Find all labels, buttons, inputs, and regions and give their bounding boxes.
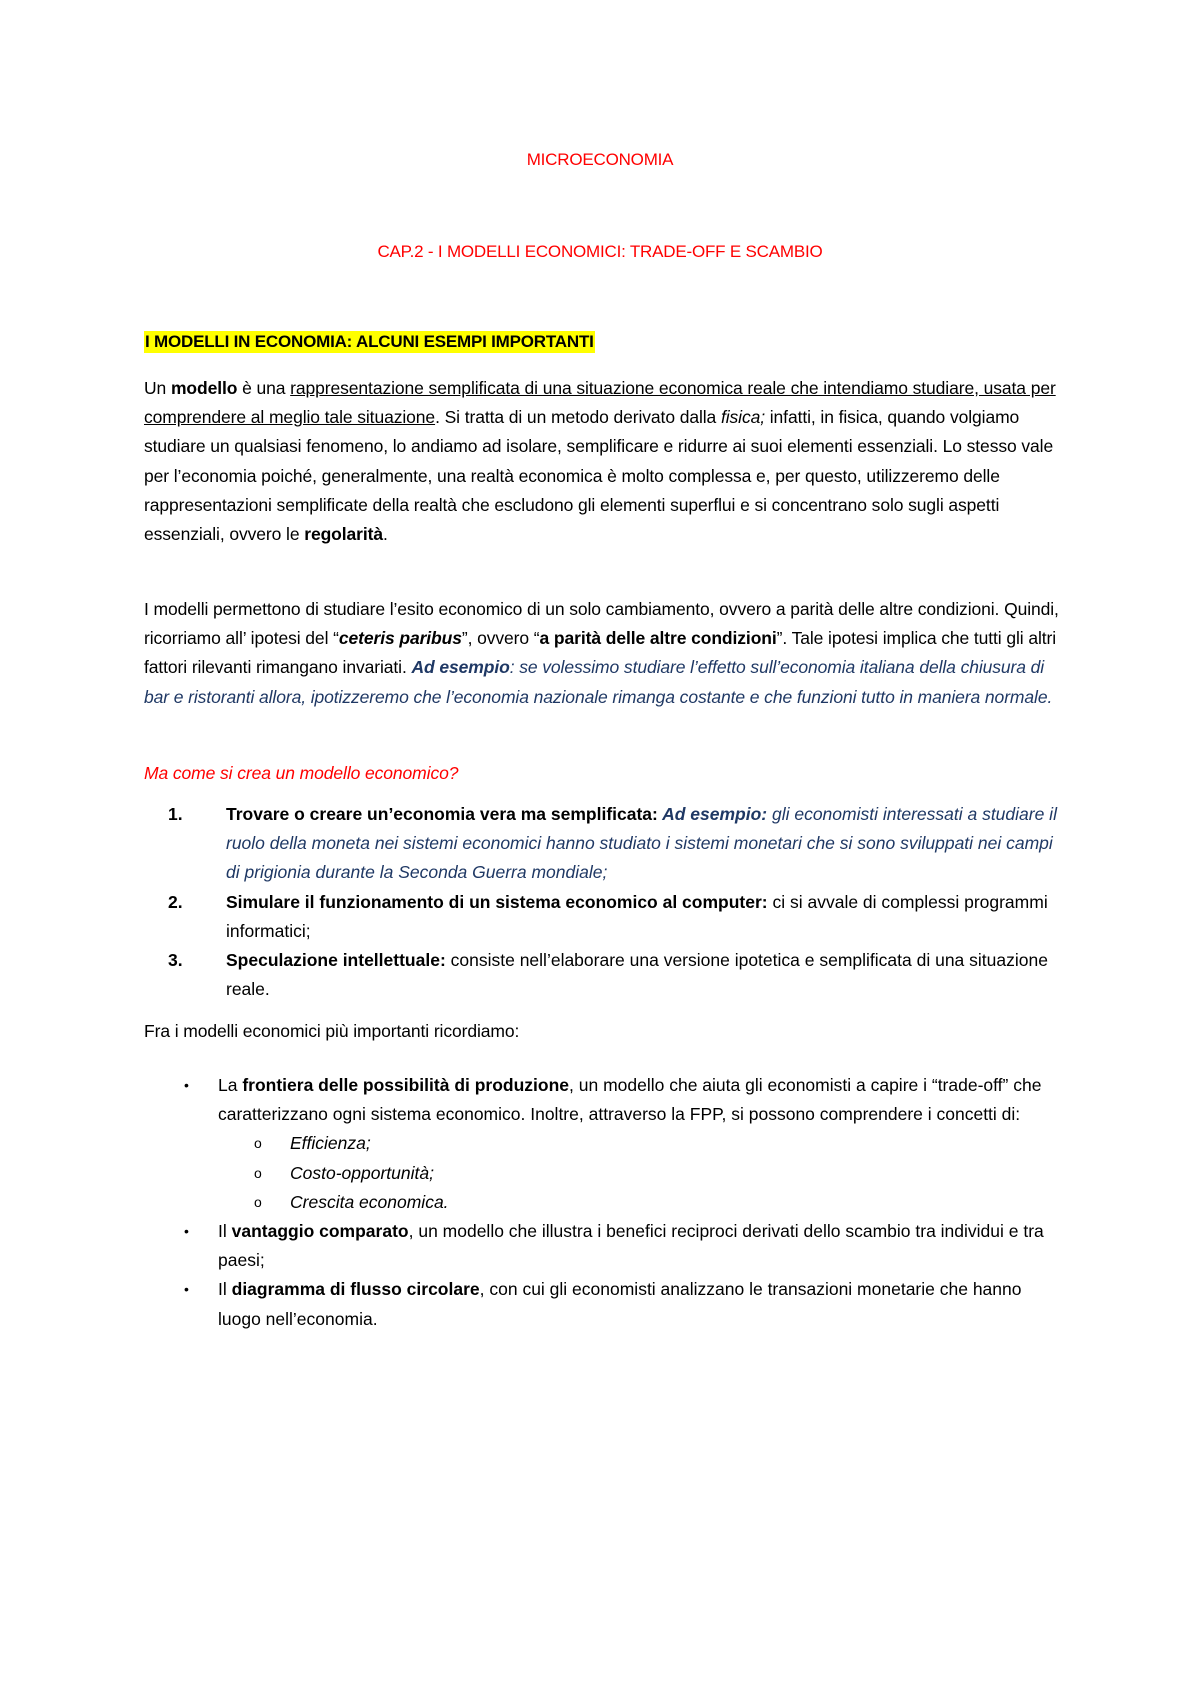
question-heading: Ma come si crea un modello economico?: [144, 763, 459, 783]
list-number: 1.: [168, 804, 183, 824]
term-parita-condizioni: a parità delle altre condizioni: [539, 628, 777, 649]
section-heading: [144, 332, 595, 352]
sub-bullet-icon: o: [254, 1135, 262, 1152]
list-item: 3. Speculazione intellettuale: consiste nell’elaborare una versione ipotetica e semplificata di una situazione reale.: [168, 946, 1068, 1004]
term-regolarita: regolarità: [304, 524, 383, 545]
sub-list-item: o Costo-opportunità;: [218, 1159, 1062, 1188]
sub-bullet-icon: o: [254, 1193, 262, 1210]
list-number: 3.: [168, 950, 183, 971]
chapter-title: CAP.2 - I MODELLI ECONOMICI: TRADE-OFF E SCAMBIO: [377, 242, 823, 261]
paragraph-model-definition: Un modello è una rappresentazione semplificata di una situazione economica reale che intendiamo studiare, usata per comprendere al meglio tale situazione. Si tratta di un metodo derivato dalla fisica; infatti, in fisica, quando volgiamo studiare un qualsiasi fenomeno, lo andiamo ad isolare, semplificare e ridurre ai suoi elementi essenziali. Lo stesso vale per l’economia poiché, generalmente, una realtà economica è molto complessa e, per questo, utilizzeremo delle rappresentazioni semplificate della realtà che escludono gli elementi superflui e si concentrano solo sugli aspetti essenziali, ovvero le regolarità.: [144, 378, 1056, 545]
sub-list-item: o Efficienza;: [218, 1129, 1062, 1158]
concepts-sublist: [218, 1129, 1062, 1217]
list-item: • La frontiera delle possibilità di produzione, un modello che aiuta gli economisti a capire i “trade-off” che caratterizzano ogni sistema economico. Inoltre, attraverso la FPP, si possono comprendere i concetti di: o Efficienza; o Costo-opportunità; o Crescita economica.: [182, 1071, 1062, 1217]
sub-bullet-icon: o: [254, 1164, 262, 1181]
models-list: [182, 1071, 1062, 1334]
list-number: 2.: [168, 891, 183, 912]
paragraph-ceteris-paribus: I modelli permettono di studiare l’esito economico di un solo cambiamento, ovvero a parità delle altre condizioni. Quindi, ricorriamo all’ ipotesi del “ceteris paribus”, ovvero “a parità delle altre condizioni”. Tale ipotesi implica che tutti gli altri fattori rilevanti rimangano invariati. Ad esempio: se volessimo studiare l’effetto sull’economia italiana della chiusura di bar e ristoranti allora, ipotizzeremo che l’economia nazionale rimanga costante e che funzioni tutto in maniera normale.: [144, 599, 1059, 707]
document-title: MICROECONOMIA: [526, 150, 674, 169]
term-ceteris-paribus: ceteris paribus: [338, 628, 462, 649]
bullet-icon: •: [184, 1281, 189, 1298]
list-item: • Il vantaggio comparato, un modello che illustra i benefici reciproci derivati dello scambio tra individui e tra paesi;: [182, 1217, 1062, 1275]
paragraph-models-intro: Fra i modelli economici più importanti ricordiamo:: [144, 1021, 520, 1041]
sub-list-item: o Crescita economica.: [218, 1188, 1062, 1217]
steps-list: [168, 800, 1068, 1004]
underlined-definition: rappresentazione semplificata di una situazione economica reale che intendiamo studiare, usata per comprendere al meglio tale situazione: [144, 378, 1056, 428]
example-label: Ad esempio: [411, 657, 510, 678]
example-text: : se volessimo studiare l’effetto sull’economia italiana della chiusura di bar e ristoranti allora, ipotizzeremo che l’economia nazionale rimanga costante e che funzioni tutto in maniera normale.: [144, 657, 1053, 707]
bullet-icon: •: [184, 1077, 189, 1093]
bullet-icon: •: [184, 1223, 189, 1240]
list-item: 1. Trovare o creare un’economia vera ma semplificata: Ad esempio: gli economisti interessati a studiare il ruolo della moneta nei sistemi economici hanno studiato i sistemi monetari che si sono sviluppati nei campi di prigionia durante la Seconda Guerra mondiale;: [168, 800, 1068, 888]
list-item: • Il diagramma di flusso circolare, con cui gli economisti analizzano le transazioni monetarie che hanno luogo nell’economia.: [182, 1275, 1062, 1333]
section-heading-text: I MODELLI IN ECONOMIA: ALCUNI ESEMPI IMPORTANTI: [145, 332, 594, 351]
list-item: 2. Simulare il funzionamento di un sistema economico al computer: ci si avvale di complessi programmi informatici;: [168, 888, 1068, 946]
term-modello: modello: [170, 378, 238, 398]
